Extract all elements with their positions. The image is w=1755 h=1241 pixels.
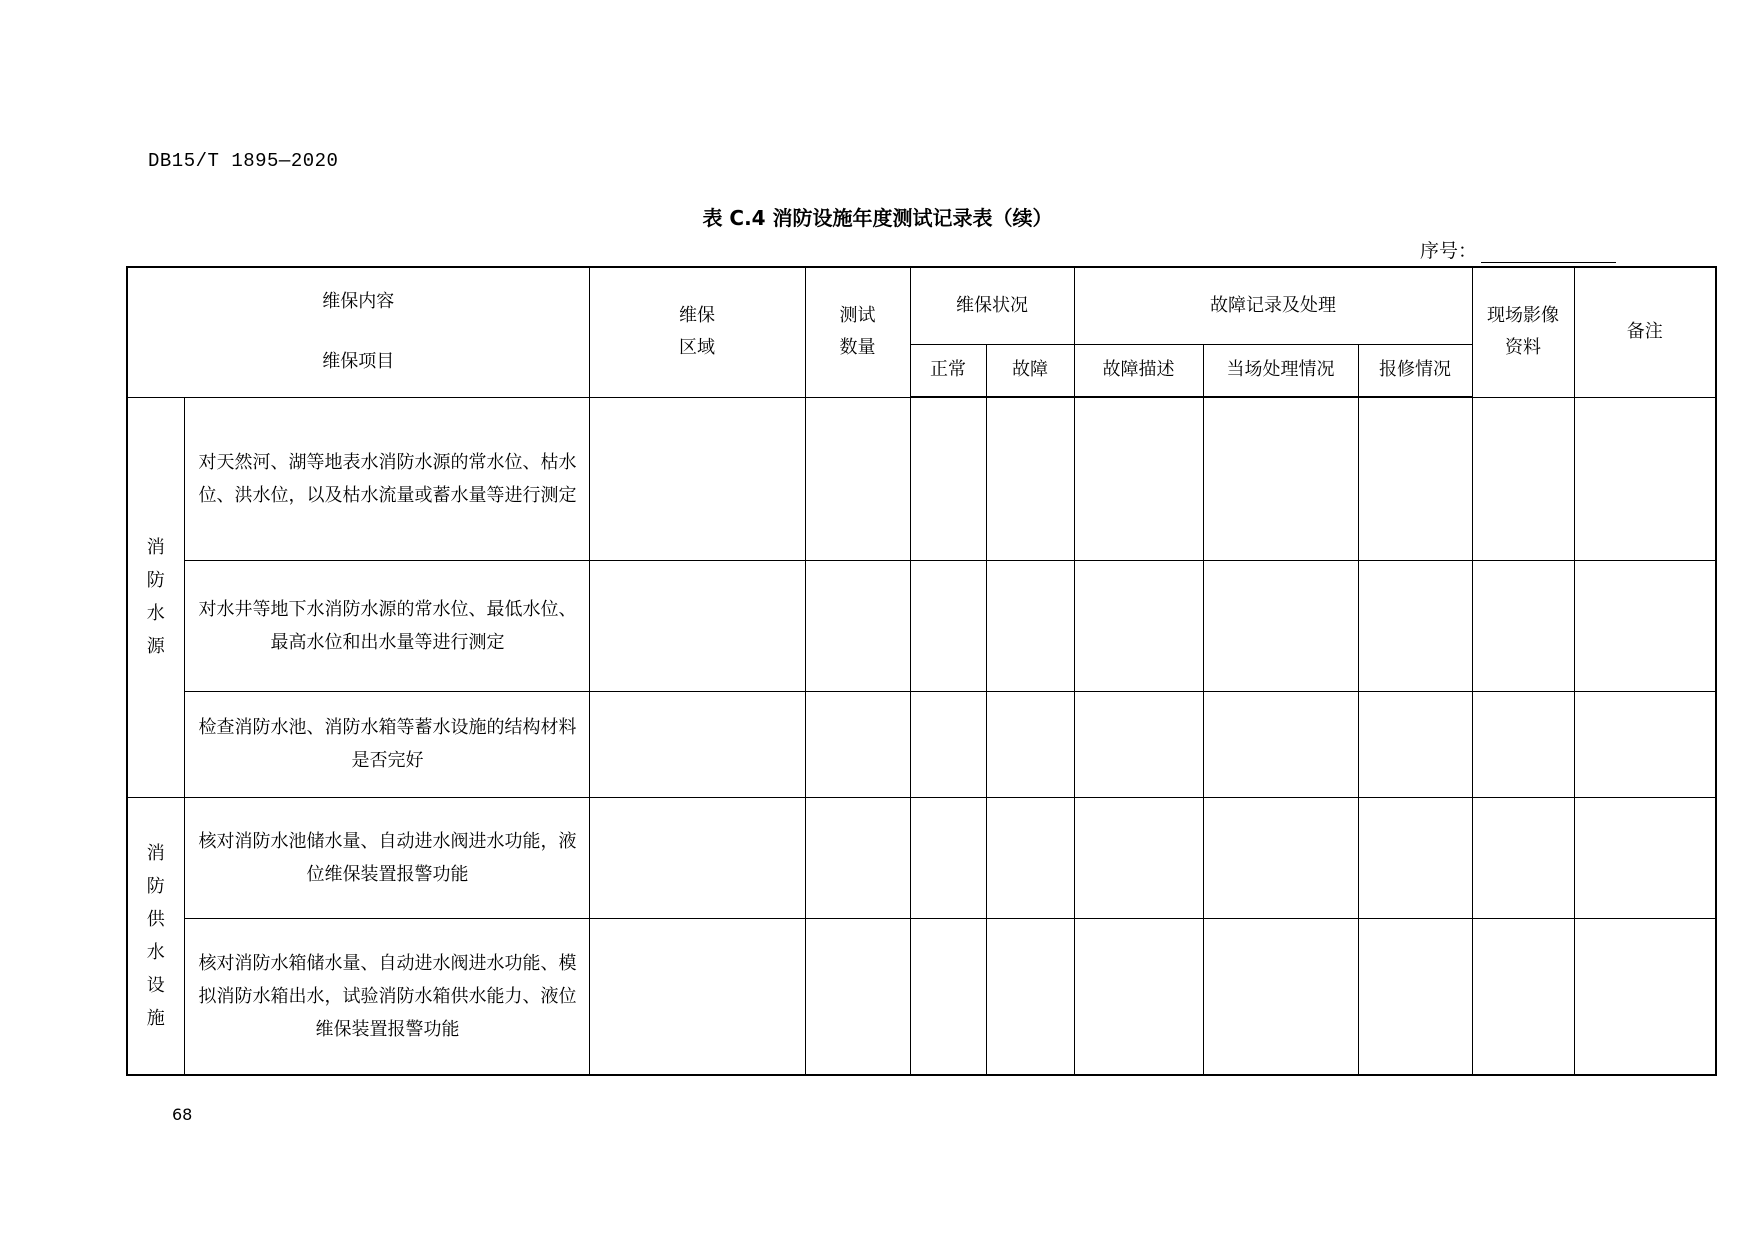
header-remark: 备注 bbox=[1574, 267, 1716, 397]
category-char: 供 bbox=[146, 908, 165, 930]
cell-photo bbox=[1472, 918, 1574, 1075]
cell-normal bbox=[910, 397, 986, 560]
header-repair: 报修情况 bbox=[1358, 344, 1472, 397]
cell-desc bbox=[1074, 797, 1203, 918]
cell-fault bbox=[986, 560, 1074, 691]
table-row bbox=[127, 560, 1716, 691]
category-char: 防 bbox=[146, 570, 165, 591]
header-area-line2: 区域 bbox=[679, 337, 715, 359]
header-fault: 故障 bbox=[986, 344, 1074, 397]
cell-repair bbox=[1358, 560, 1472, 691]
header-qty-line1: 测试 bbox=[839, 305, 876, 327]
cell-onsite bbox=[1203, 918, 1358, 1075]
cell-area bbox=[589, 691, 805, 797]
header-normal: 正常 bbox=[910, 344, 986, 397]
category-char: 设 bbox=[146, 974, 165, 996]
item-line: 核对消防水箱储水量、自动进水阀进水功能、模 bbox=[198, 952, 577, 974]
cell-qty bbox=[805, 560, 910, 691]
header-quantity bbox=[805, 267, 910, 397]
category-water-supply bbox=[127, 797, 184, 1075]
standard-code: DB15/T 1895—2020 bbox=[148, 150, 339, 172]
item-line: 维保装置报警功能 bbox=[315, 1018, 460, 1040]
cell-photo bbox=[1472, 691, 1574, 797]
category-char: 防 bbox=[146, 875, 165, 897]
header-onsite: 当场处理情况 bbox=[1203, 344, 1358, 397]
item-line: 对天然河、湖等地表水消防水源的常水位、枯水 bbox=[198, 451, 577, 473]
item-cell bbox=[184, 918, 589, 1075]
cell-normal bbox=[910, 560, 986, 691]
cell-qty bbox=[805, 918, 910, 1075]
table-row bbox=[127, 691, 1716, 797]
cell-desc bbox=[1074, 691, 1203, 797]
item-line: 位维保装置报警功能 bbox=[306, 863, 469, 885]
cell-repair bbox=[1358, 397, 1472, 560]
header-area bbox=[589, 267, 805, 397]
cell-onsite bbox=[1203, 797, 1358, 918]
cell-onsite bbox=[1203, 397, 1358, 560]
header-photo-line2: 资料 bbox=[1505, 337, 1542, 359]
cell-fault bbox=[986, 691, 1074, 797]
cell-qty bbox=[805, 691, 910, 797]
header-fault-desc: 故障描述 bbox=[1074, 344, 1203, 397]
header-photo bbox=[1472, 267, 1574, 397]
item-line: 位、洪水位，以及枯水流量或蓄水量等进行测定 bbox=[198, 484, 577, 506]
item-line: 核对消防水池储水量、自动进水阀进水功能，液 bbox=[198, 830, 577, 852]
cell-normal bbox=[910, 918, 986, 1075]
cell-qty bbox=[805, 797, 910, 918]
cell-photo bbox=[1472, 797, 1574, 918]
cell-remark bbox=[1574, 918, 1716, 1075]
header-area-line1: 维保 bbox=[679, 305, 715, 327]
item-line: 最高水位和出水量等进行测定 bbox=[270, 631, 505, 653]
cell-repair bbox=[1358, 797, 1472, 918]
cell-desc bbox=[1074, 560, 1203, 691]
header-photo-line1: 现场影像 bbox=[1487, 305, 1560, 327]
cell-fault bbox=[986, 918, 1074, 1075]
category-char: 源 bbox=[146, 636, 165, 657]
cell-desc bbox=[1074, 918, 1203, 1075]
cell-area bbox=[589, 918, 805, 1075]
cell-repair bbox=[1358, 918, 1472, 1075]
cell-normal bbox=[910, 797, 986, 918]
category-char: 施 bbox=[146, 1007, 165, 1029]
header-content: 维保内容 bbox=[322, 291, 395, 313]
category-char: 消 bbox=[146, 842, 165, 864]
header-status: 维保状况 bbox=[910, 267, 1074, 344]
cell-area bbox=[589, 560, 805, 691]
header-item: 维保项目 bbox=[322, 351, 395, 373]
category-water-source bbox=[127, 397, 184, 797]
table-row bbox=[127, 797, 1716, 918]
cell-fault bbox=[986, 797, 1074, 918]
category-char: 消 bbox=[146, 537, 165, 558]
item-line: 检查消防水池、消防水箱等蓄水设施的结构材料 bbox=[198, 717, 577, 738]
cell-normal bbox=[910, 691, 986, 797]
cell-desc bbox=[1074, 397, 1203, 560]
item-cell bbox=[184, 691, 589, 797]
table-row bbox=[127, 918, 1716, 1075]
cell-remark bbox=[1574, 397, 1716, 560]
serial-number bbox=[1420, 236, 1616, 263]
cell-area bbox=[589, 397, 805, 560]
record-table bbox=[126, 266, 1717, 1076]
cell-remark bbox=[1574, 560, 1716, 691]
header-fault-record: 故障记录及处理 bbox=[1074, 267, 1472, 344]
cell-photo bbox=[1472, 560, 1574, 691]
cell-remark bbox=[1574, 797, 1716, 918]
cell-repair bbox=[1358, 691, 1472, 797]
cell-onsite bbox=[1203, 691, 1358, 797]
item-line: 对水井等地下水消防水源的常水位、最低水位、 bbox=[198, 598, 577, 620]
serial-blank bbox=[1481, 240, 1616, 263]
table-title: 表 C.4 消防设施年度测试记录表（续） bbox=[702, 206, 1053, 230]
serial-label: 序号： bbox=[1420, 240, 1478, 262]
page-number: 68 bbox=[172, 1105, 193, 1124]
cell-fault bbox=[986, 397, 1074, 560]
item-line: 拟消防水箱出水，试验消防水箱供水能力、液位 bbox=[198, 985, 577, 1007]
item-line: 是否完好 bbox=[351, 750, 424, 771]
category-char: 水 bbox=[146, 941, 165, 963]
item-cell bbox=[184, 560, 589, 691]
cell-photo bbox=[1472, 397, 1574, 560]
item-cell bbox=[184, 397, 589, 560]
cell-qty bbox=[805, 397, 910, 560]
header-content-item bbox=[127, 267, 589, 397]
item-cell bbox=[184, 797, 589, 918]
cell-onsite bbox=[1203, 560, 1358, 691]
category-char: 水 bbox=[146, 603, 165, 624]
header-qty-line2: 数量 bbox=[839, 337, 876, 359]
cell-area bbox=[589, 797, 805, 918]
table-row bbox=[127, 397, 1716, 560]
cell-remark bbox=[1574, 691, 1716, 797]
